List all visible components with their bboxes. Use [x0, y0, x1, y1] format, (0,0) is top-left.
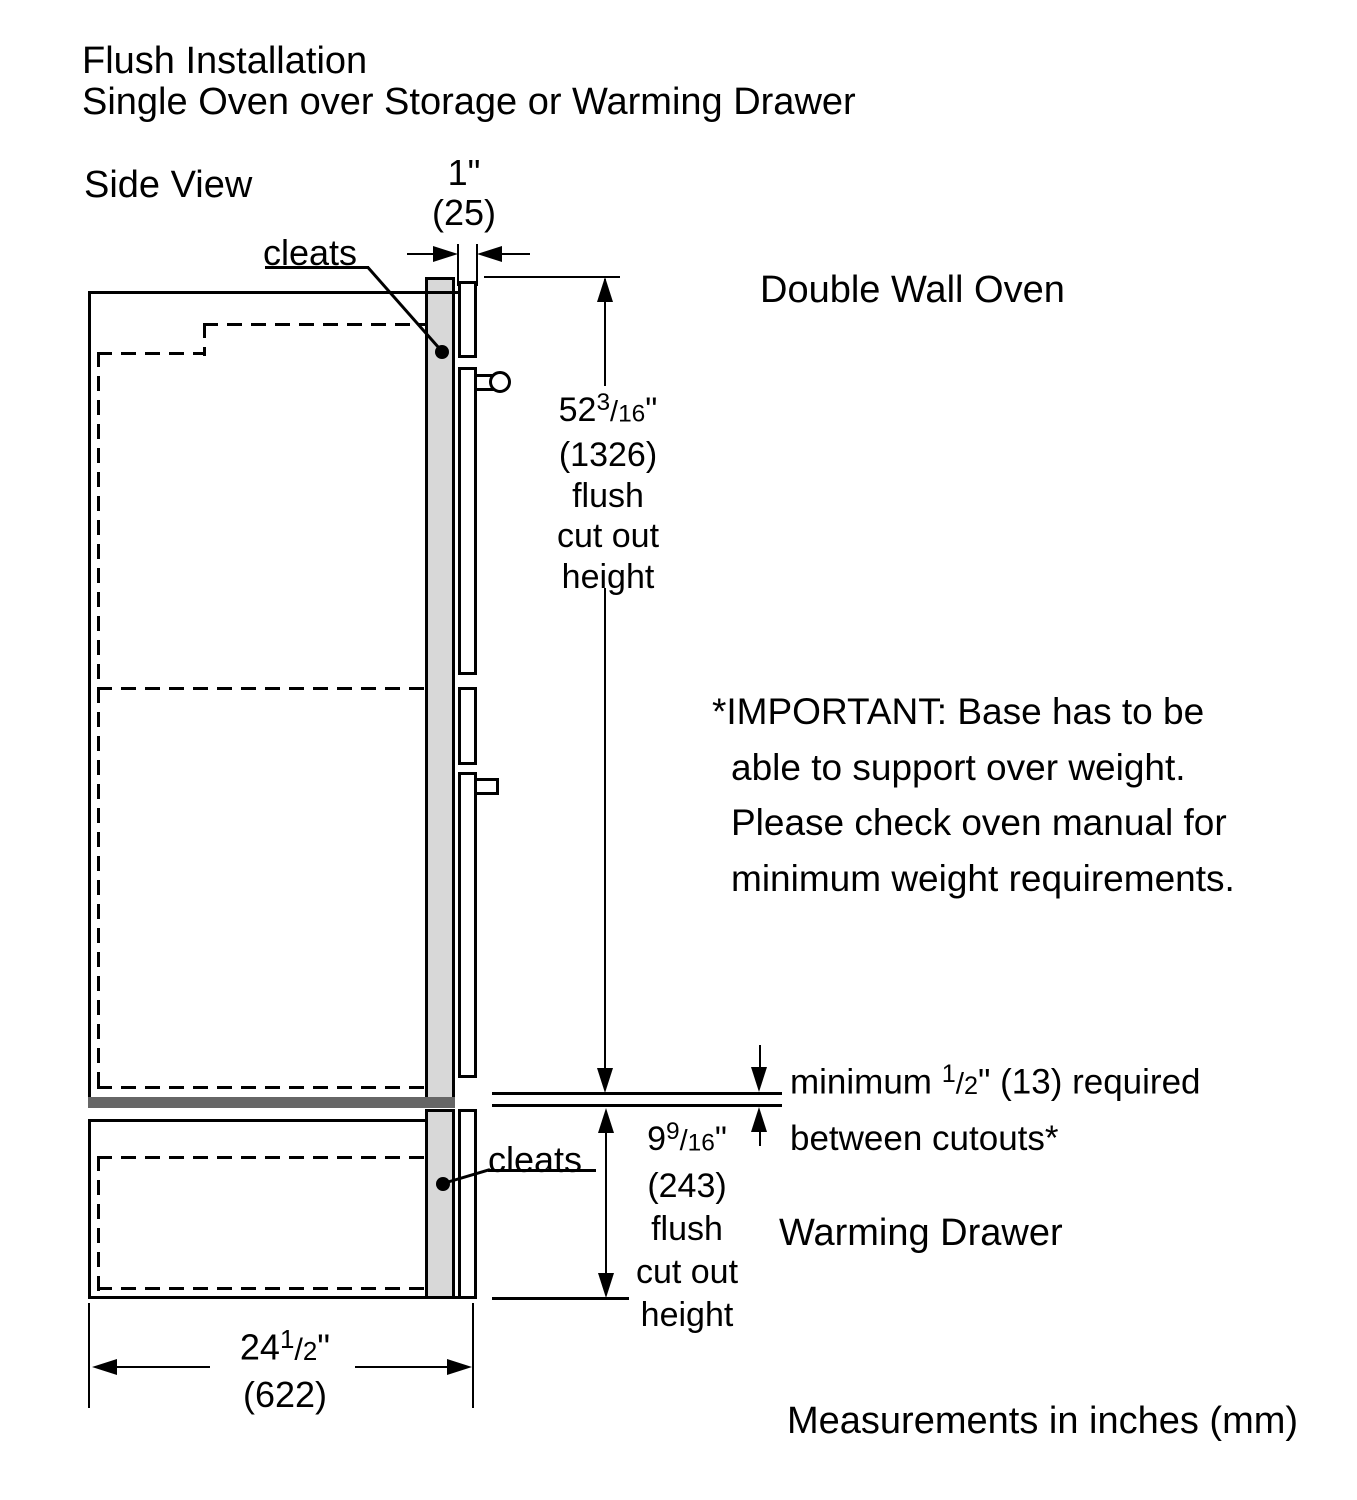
side-view-label: Side View: [84, 164, 253, 206]
front-gap-arrow-left-icon: [477, 246, 502, 262]
gap-dim-label-line1: minimum $^1$/2" (13) required: [790, 1060, 1201, 1102]
depth-extension-left: [88, 1303, 90, 1408]
oven-handle-upper-knob: [489, 371, 511, 393]
oven-cutout-dashed-top-right: [203, 323, 427, 326]
gap-dim-stem-top: [759, 1045, 761, 1068]
drawer-cutout-dim-desc3: height: [640, 1295, 734, 1334]
drawer-top-edge: [88, 1119, 428, 1122]
oven-trim-panel-middle: [458, 687, 477, 765]
oven-cutout-dashed-top-left: [97, 352, 206, 355]
oven-cutout-dashed-middle: [97, 687, 428, 690]
drawer-cutout-dim-label: [612, 1110, 762, 1337]
important-note-line4: minimum weight requirements.: [731, 857, 1235, 899]
drawer-cutout-dim-line: [605, 1132, 607, 1274]
depth-arrow-left-icon: [92, 1359, 117, 1375]
footer-note: Measurements in inches (mm): [787, 1400, 1299, 1442]
oven-door-upper: [458, 367, 477, 675]
gap-reference-line-bottom: [492, 1104, 782, 1107]
page-title-line2: Single Oven over Storage or Warming Drawer: [82, 81, 856, 123]
cleat-strip-lower: [425, 1109, 455, 1299]
warming-drawer-front-panel: [458, 1109, 477, 1299]
oven-cutout-dim-value: 52$^3$/16": [558, 389, 658, 430]
depth-dim-mm: (622): [242, 1374, 328, 1415]
front-gap-dim-line-right: [502, 253, 530, 255]
oven-cutout-dim-desc2: cut out: [556, 517, 660, 555]
cleats-top-label: cleats: [263, 232, 358, 273]
front-gap-dim-line-left: [407, 253, 435, 255]
important-note: [712, 684, 1235, 906]
drawer-cutout-dim-mm: (243): [647, 1166, 727, 1205]
drawer-cutout-dashed-left: [97, 1156, 100, 1291]
oven-cutout-dim-line-bottom: [604, 588, 606, 1068]
warming-drawer-label: Warming Drawer: [779, 1212, 1063, 1254]
depth-dim-value: 24$^1$/2": [239, 1326, 331, 1368]
cabinet-top-edge: [88, 291, 460, 294]
oven-cutout-dim-label: [524, 383, 692, 597]
oven-cutout-dim-desc3: height: [561, 557, 655, 596]
cleats-bottom-label: cleats: [488, 1139, 583, 1180]
oven-handle-lower-bar: [474, 778, 499, 795]
drawer-cutout-dashed-top: [97, 1156, 428, 1159]
drawer-cutout-dim-desc1: flush: [651, 1209, 723, 1248]
depth-extension-right: [472, 1303, 474, 1408]
drawer-cutout-dim-desc2: cut out: [635, 1252, 739, 1291]
gap-reference-line-top: [492, 1092, 782, 1095]
oven-door-lower: [458, 772, 477, 1078]
gap-dim-label-line2: between cutouts*: [790, 1119, 1059, 1158]
front-gap-dim-mm: (25): [431, 192, 497, 233]
oven-cutout-dashed-bottom: [97, 1086, 428, 1089]
base-divider-bar: [88, 1097, 455, 1108]
page-title-line1: Flush Installation: [82, 40, 368, 82]
double-wall-oven-label: Double Wall Oven: [760, 269, 1065, 311]
oven-cutout-arrow-down-icon: [597, 1068, 613, 1093]
cabinet-left-edge: [88, 291, 91, 1103]
oven-cutout-dashed-left: [97, 352, 100, 1089]
cleats-bottom-leader-dot: [436, 1177, 450, 1191]
depth-arrow-right-icon: [447, 1359, 472, 1375]
front-gap-arrow-right-icon: [433, 246, 458, 262]
important-note-line1: *IMPORTANT: Base has to be: [712, 691, 1205, 732]
oven-cutout-dim-desc1: flush: [572, 476, 644, 515]
important-note-line3: Please check oven manual for: [731, 802, 1227, 843]
drawer-cutout-reference-line: [492, 1297, 629, 1300]
drawer-left-edge: [88, 1119, 91, 1299]
oven-trim-panel-top: [458, 281, 477, 358]
drawer-cutout-dashed-bottom: [97, 1287, 428, 1290]
cleat-strip-upper: [425, 277, 455, 1103]
oven-cutout-dim-mm: (1326): [558, 436, 658, 474]
important-note-line2: able to support over weight.: [731, 746, 1186, 788]
gap-arrow-down-icon: [751, 1067, 767, 1092]
oven-cutout-dim-line-top: [604, 279, 606, 386]
cleats-top-leader-dot: [435, 345, 449, 359]
drawer-bottom-edge: [88, 1296, 477, 1299]
front-gap-dim-inches: 1": [447, 152, 481, 193]
drawer-cutout-dim-value: 9$^9$/16": [647, 1118, 727, 1159]
